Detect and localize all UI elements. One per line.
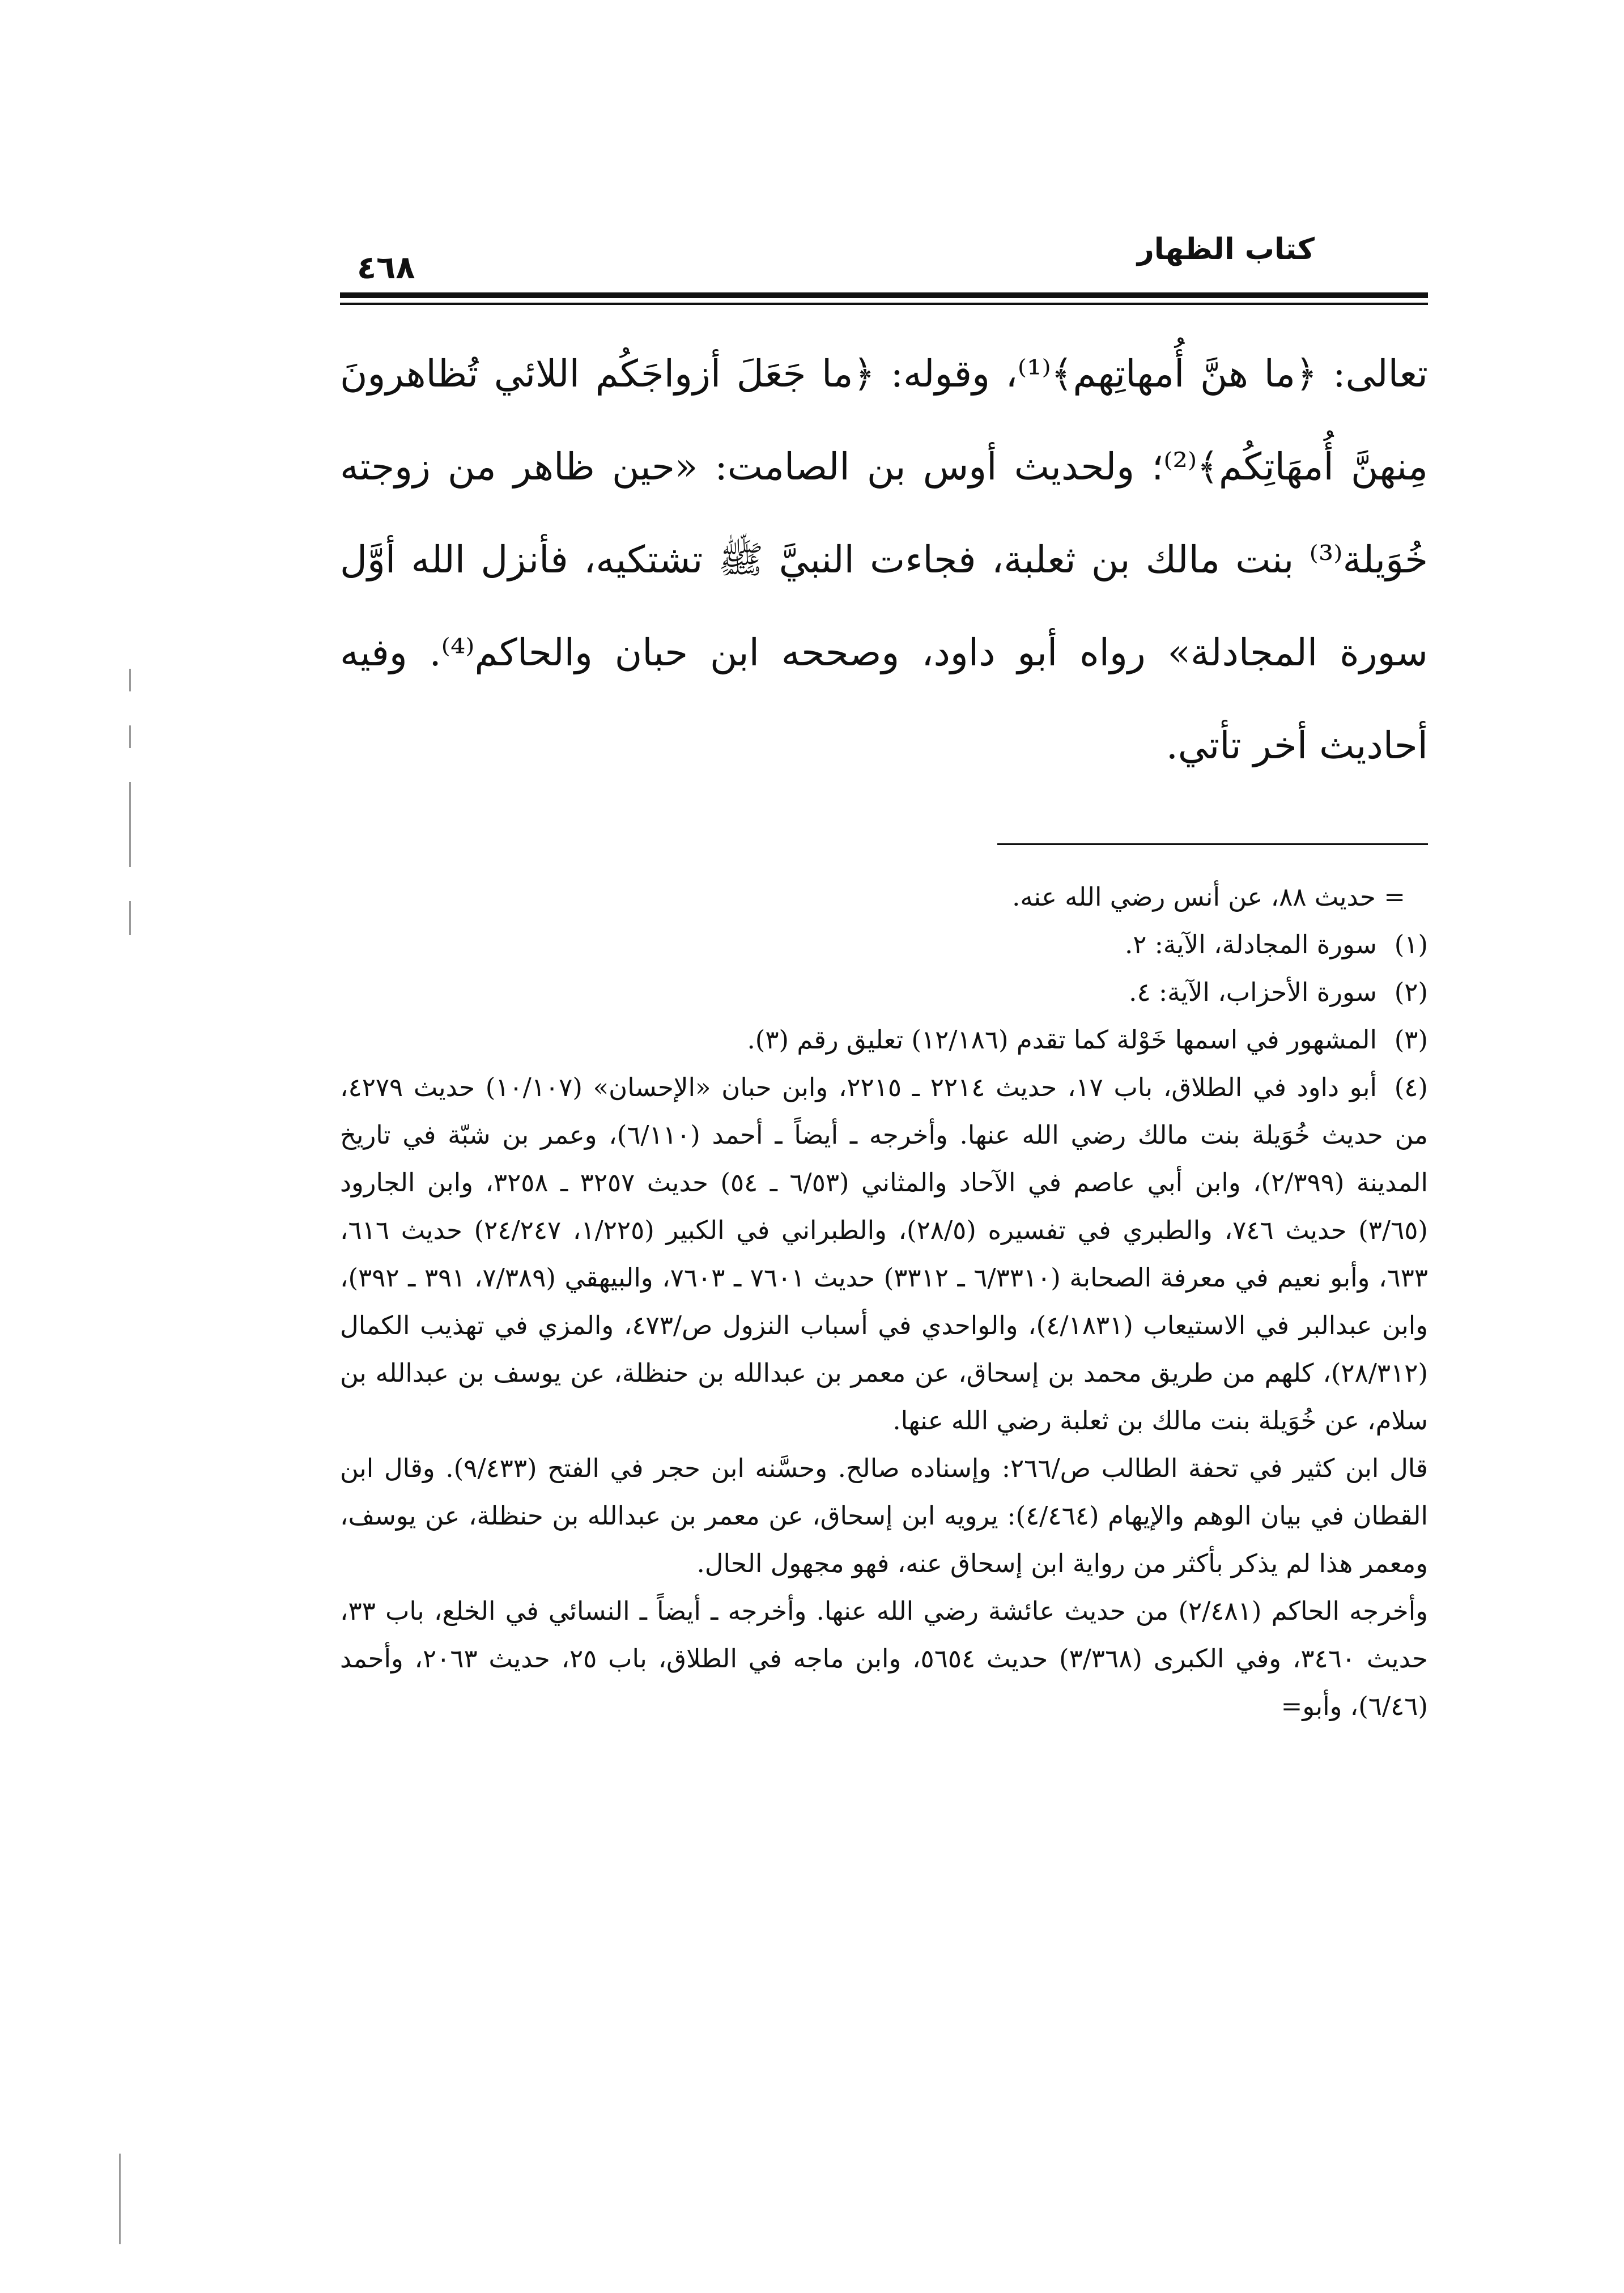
footnote-number: (٤): [1394, 1072, 1428, 1102]
footnote-3: [340, 1016, 1428, 1064]
book-title: كتاب الظهار: [1137, 232, 1315, 266]
footnote-continuation: = حديث ٨٨، عن أنس رضي الله عنه.: [1012, 882, 1405, 912]
footnote-4: [340, 1064, 1428, 1445]
footnote-number: (٣): [1394, 1025, 1428, 1055]
main-text: تعالى: ﴿ما هنَّ أُمهاتِهم﴾⁽¹⁾، وقوله: ﴿ما جَعَلَ أزواجَكُم اللائي تُظاهرونَ مِنهنَّ أُمهَاتِكُم﴾⁽²⁾؛ ولحديث أوس بن الصامت: «حين ظاهر من زوجته خُوَيلة⁽³⁾ بنت مالك بن ثعلبة، فجاءت النبيَّ ﷺ تشتكيه، فأنزل الله أوَّل سورة المجادلة» رواه أبو داود، وصححه ابن حبان والحاكم⁽⁴⁾. وفيه أحاديث أخر تأتي.: [340, 352, 1428, 767]
scan-mark: [129, 782, 131, 867]
scan-mark: [129, 901, 131, 935]
header-rule-thick: [340, 292, 1428, 298]
footnote-text: سورة المجادلة، الآية: ٢.: [1124, 929, 1377, 959]
running-header: [340, 215, 1428, 286]
footnote-text: سورة الأحزاب، الآية: ٤.: [1129, 977, 1377, 1007]
footnote-number: (٢): [1394, 977, 1428, 1007]
footnote-text: المشهور في اسمها خَوْلة كما تقدم (١٢/١٨٦) تعليق رقم (٣).: [747, 1025, 1377, 1055]
footnotes: [340, 873, 1428, 1730]
footnote-4-para-3: وأخرجه الحاكم (٢/٤٨١) من حديث عائشة رضي الله عنها. وأخرجه ـ أيضاً ـ النسائي في الخلع، باب ٣٣، حديث ٣٤٦٠، وفي الكبرى (٣/٣٦٨) حديث ٥٦٥٤، وابن ماجه في الطلاق، باب ٢٥، حديث ٢٠٦٣، وأحمد (٦/٤٦)، وأبو=: [340, 1596, 1429, 1721]
header-rule-thin: [340, 303, 1428, 305]
footnote-4-para-2: قال ابن كثير في تحفة الطالب ص/٢٦٦: وإسناده صالح. وحسَّنه ابن حجر في الفتح (٩/٤٣٣). وقال ابن القطان في بيان الوهم والإيهام (٤/٤٦٤): يرويه ابن إسحاق، عن معمر بن عبدالله بن حنظلة، عن يوسف، ومعمر هذا لم يذكر بأكثر من رواية ابن إسحاق عنه، فهو مجهول الحال.: [340, 1453, 1428, 1578]
footnote-separator: [997, 843, 1428, 845]
scan-mark: [129, 669, 131, 691]
book-page: [340, 215, 1428, 1730]
footnote-number: (١): [1394, 929, 1428, 959]
footnote-text: أبو داود في الطلاق، باب ١٧، حديث ٢٢١٤ ـ ٢٢١٥، وابن حبان «الإحسان» (١٠/١٠٧) حديث ٤٢٧٩، من حديث خُوَيلة بنت مالك رضي الله عنها. وأخرجه ـ أيضاً ـ أحمد (٦/١١٠)، وعمر بن شبّة في تاريخ المدينة (٢/٣٩٩)، وابن أبي عاصم في الآحاد والمثاني (٦/٥٣ ـ ٥٤) حديث ٣٢٥٧ ـ ٣٢٥٨، وابن الجارود (٣/٦٥) حديث ٧٤٦، والطبري في تفسيره (٢٨/٥)، والطبراني في الكبير (١/٢٢٥، ٢٤/٢٤٧) حديث ٦١٦، ٦٣٣، وأبو نعيم في معرفة الصحابة (٦/٣٣١٠ ـ ٣٣١٢) حديث ٧٦٠١ ـ ٧٦٠٣، والبيهقي (٧/٣٨٩، ٣٩١ ـ ٣٩٢)، وابن عبدالبر في الاستيعاب (٤/١٨٣١)، والواحدي في أسباب النزول ص/٤٧٣، والمزي في تهذيب الكمال (٢٨/٣١٢)، كلهم من طريق محمد بن إسحاق، عن معمر بن عبدالله بن حنظلة، عن يوسف بن عبدالله بن سلام، عن خُوَيلة بنت مالك بن ثعلبة رضي الله عنها.: [340, 1072, 1429, 1436]
scan-mark: [129, 725, 131, 748]
footnote-2: [340, 969, 1428, 1016]
scan-mark: [119, 2154, 121, 2244]
scan-margin-marks: [129, 669, 131, 969]
page-number: ٤٦٨: [357, 249, 415, 286]
footnote-1: [340, 921, 1428, 969]
